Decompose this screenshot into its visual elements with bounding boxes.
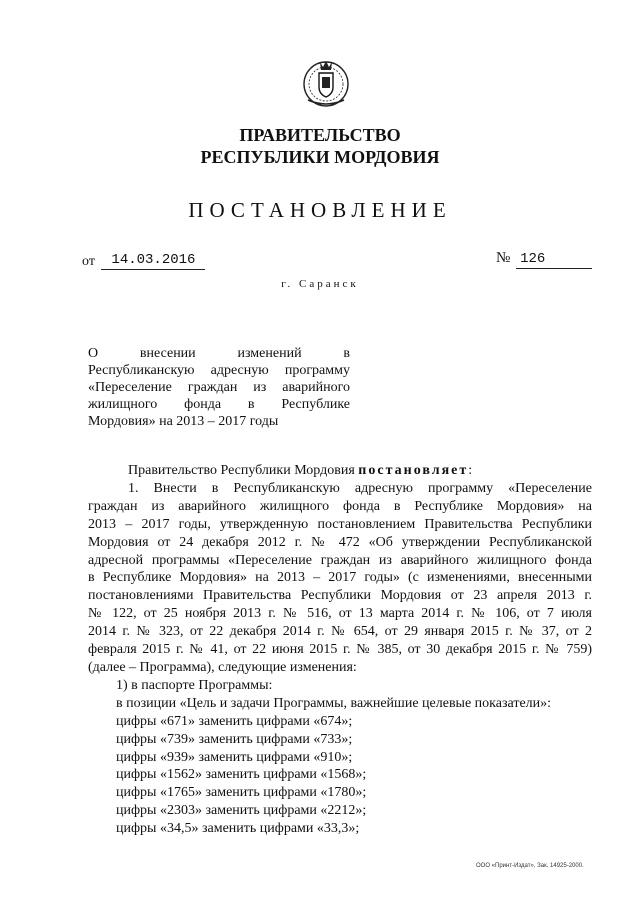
government-title-line1: ПРАВИТЕЛЬСТВО — [239, 125, 401, 145]
body-line: в позиции «Цель и задачи Программы, важнейшие целевые показатели»: — [116, 695, 552, 711]
body-line: 2013 – 2017 годы, утвержденную постановлением Правительства Республики — [88, 516, 592, 532]
document-subject — [88, 345, 350, 430]
number-row — [496, 250, 592, 269]
subject-line: О внесении изменений в — [88, 346, 350, 361]
city-name: г. Саранск — [281, 278, 359, 290]
body-line: цифры «671» заменить цифрами «674»; — [116, 713, 353, 729]
intro-prefix: Правительство Республики Мордовия — [128, 463, 359, 478]
body-line: 2014 г. № 323, от 22 декабря 2014 г. № 654, от 29 января 2015 г. № 37, от 2 — [88, 624, 592, 640]
date-label: от — [82, 254, 95, 269]
intro-suffix: : — [468, 463, 473, 478]
body-line: адресной программы «Переселение граждан из аварийного жилищного фонда — [88, 552, 592, 568]
body-line: (далее – Программа), следующие изменения: — [88, 659, 357, 675]
body-line: цифры «739» заменить цифрами «733»; — [116, 731, 353, 747]
government-title-line2: РЕСПУБЛИКИ МОРДОВИЯ — [200, 147, 440, 167]
body-line: цифры «34,5» заменить цифрами «33,3»; — [116, 821, 360, 837]
body-line: февраля 2015 г. № 41, от 22 июня 2015 г. № 385, от 30 декабря 2015 г. № 759) — [88, 642, 592, 658]
subject-line: Мордовия» на 2013 – 2017 годы — [88, 414, 279, 429]
date-value: 14.03.2016 — [101, 252, 205, 270]
intro-verb: постановляет — [358, 463, 469, 478]
subject-line: жилищного фонда в Республике — [88, 397, 350, 412]
body-line: Мордовия от 24 декабря 2012 г. № 472 «Об утверждении Республиканской — [88, 534, 592, 550]
body-line: 1. Внести в Республиканскую адресную программу «Переселение — [128, 480, 592, 496]
date-row — [82, 252, 205, 270]
body-line: цифры «1765» заменить цифрами «1780»; — [116, 785, 367, 801]
body-line: постановлениями Правительства Республики Мордовия от 23 апреля 2013 г. — [88, 588, 592, 604]
body-line: 1) в паспорте Программы: — [116, 677, 273, 693]
body-line: цифры «1562» заменить цифрами «1568»; — [116, 767, 367, 783]
number-label: № — [496, 250, 511, 266]
number-value: 126 — [516, 251, 592, 269]
subject-line: «Переселение граждан из аварийного — [88, 380, 350, 395]
document-body — [88, 462, 592, 838]
body-line: № 122, от 25 ноября 2013 г. № 516, от 13 марта 2014 г. № 106, от 7 июля — [88, 606, 592, 622]
body-line: цифры «939» заменить цифрами «910»; — [116, 749, 353, 765]
coat-of-arms-icon — [298, 54, 354, 110]
document-type-title: ПОСТАНОВЛЕНИЕ — [188, 198, 452, 222]
subject-line: Республиканскую адресную программу — [88, 363, 350, 378]
body-line: цифры «2303» заменить цифрами «2212»; — [116, 803, 367, 819]
printer-imprint: ООО «Принт-Издат», Зак. 14925-2000. — [476, 863, 584, 869]
body-line: в Республике Мордовия» на 2013 – 2017 годы» (с изменениями, внесенными — [88, 570, 592, 586]
body-line: граждан из аварийного жилищного фонда в Республике Мордовия» на — [88, 498, 592, 514]
intro-line — [116, 462, 592, 480]
